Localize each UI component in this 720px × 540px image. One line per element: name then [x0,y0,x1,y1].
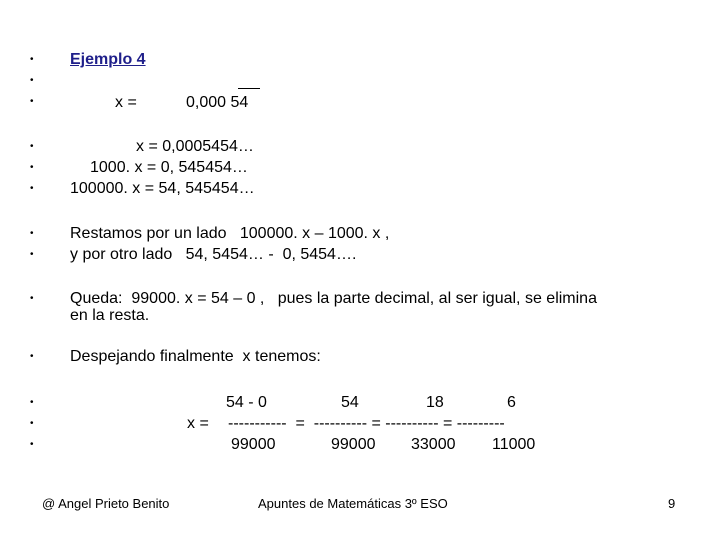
bullet: • [30,96,34,107]
equation-1000x: 1000. x = 0, 545454… [90,159,248,176]
result-line-2: en la resta. [70,307,150,324]
bullet: • [30,249,34,260]
bullet: • [30,183,34,194]
solve-line: Despejando finalmente x tenemos: [70,348,321,365]
bullet: • [30,228,34,239]
periodic-value: 0,000 54 [186,94,249,111]
bullet: • [30,54,34,65]
x-equals-label: x = [115,94,137,111]
numerator-4: 6 [507,394,516,411]
numerator-3: 18 [426,394,444,411]
bullet: • [30,293,34,304]
bullet: • [30,141,34,152]
bullet: • [30,397,34,408]
equation-100000x: 100000. x = 54, 545454… [70,180,255,197]
denominator-4: 11000 [492,436,536,453]
denominator-1: 99000 [231,436,276,453]
numerator-1: 54 - 0 [226,394,267,411]
bullet: • [30,162,34,173]
page-number: 9 [668,496,676,511]
periodic-overbar [238,88,260,89]
bullet: • [30,75,34,86]
bullet: • [30,418,34,429]
footer-author: @ Angel Prieto Benito [42,496,170,511]
numerator-2: 54 [341,394,359,411]
bullet: • [30,351,34,362]
equation-x: x = 0,0005454… [136,138,254,155]
fraction-bars: ----------- = ---------- = ---------- = --------- [228,415,505,432]
subtract-line-2: y por otro lado 54, 5454… - 0, 5454…. [70,246,357,263]
denominator-3: 33000 [411,436,456,453]
bullet: • [30,439,34,450]
subtract-line-1: Restamos por un lado 100000. x – 1000. x , [70,225,390,242]
fraction-lhs: x = [187,415,209,432]
slide-title: Ejemplo 4 [70,51,146,68]
result-line-1: Queda: 99000. x = 54 – 0 , pues la parte decimal, al ser igual, se elimina [70,290,597,307]
footer-subject: Apuntes de Matemáticas 3º ESO [258,496,448,511]
denominator-2: 99000 [331,436,376,453]
